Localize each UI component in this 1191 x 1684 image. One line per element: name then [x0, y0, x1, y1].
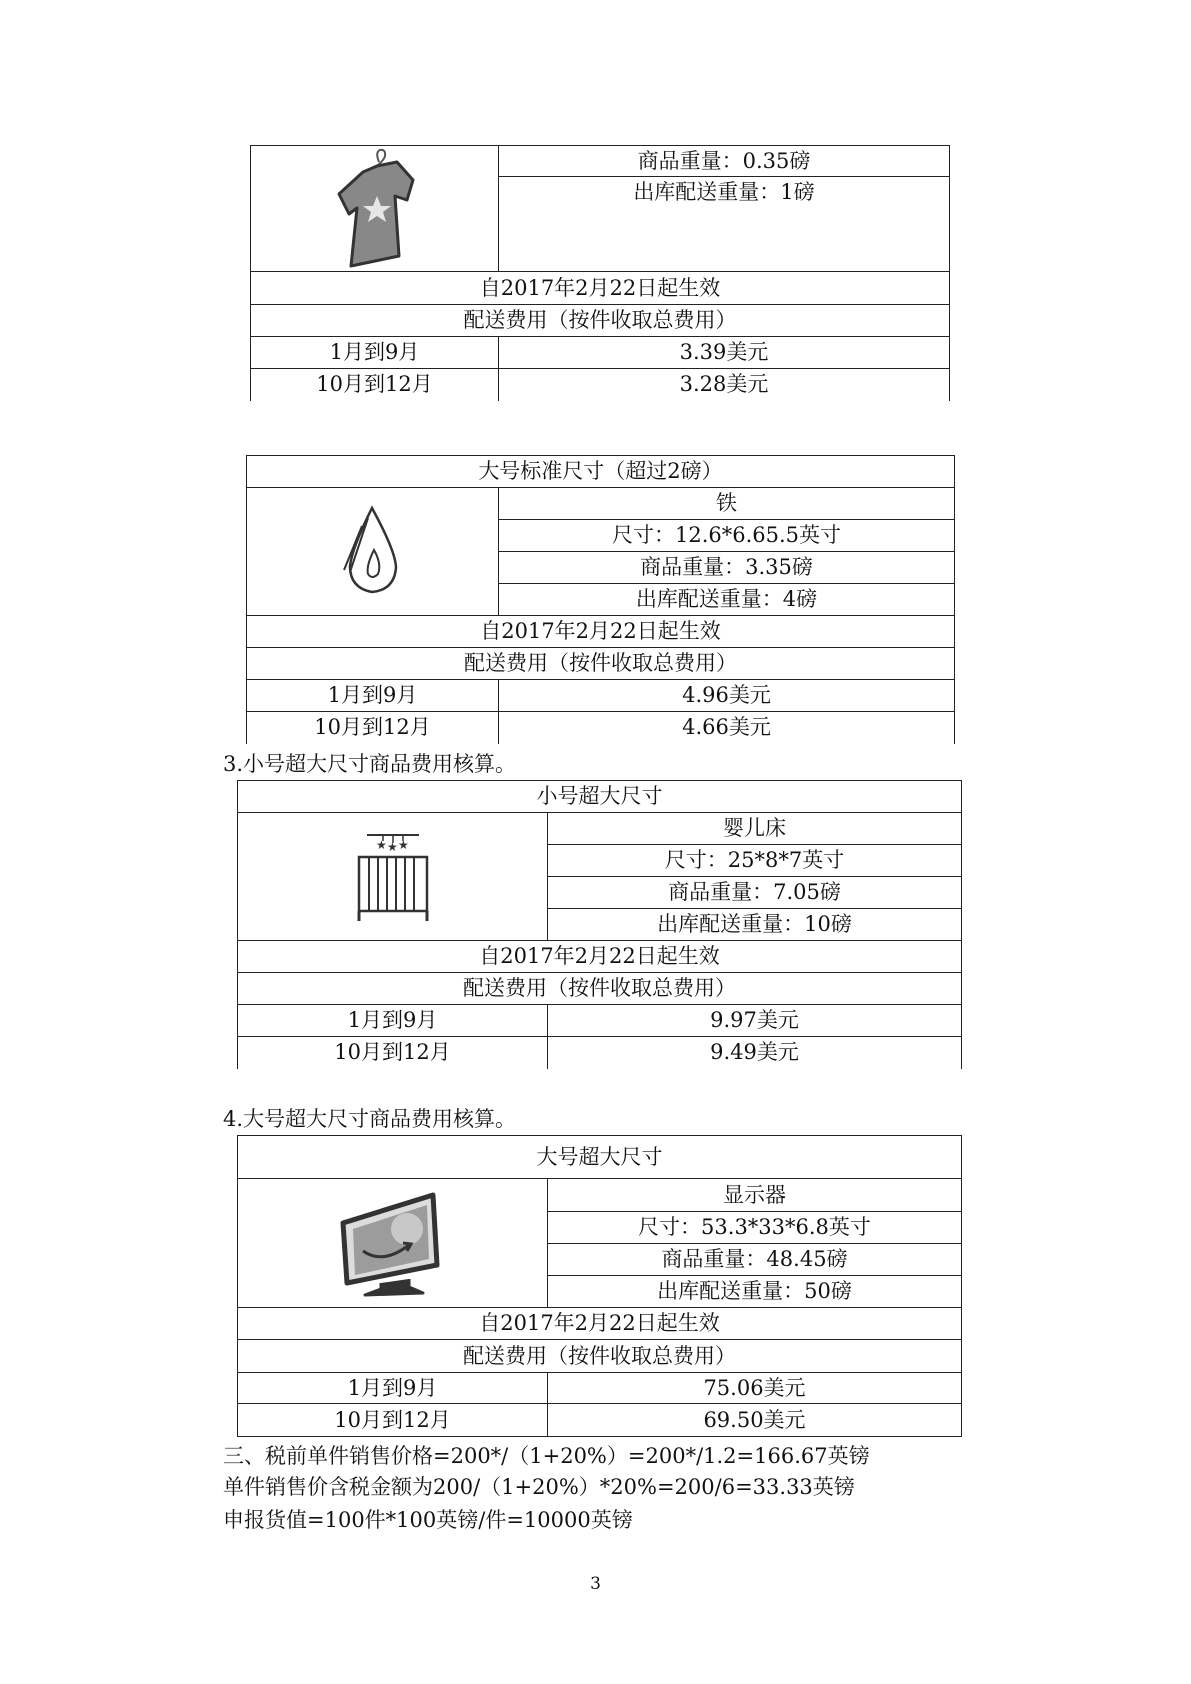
tshirt-fee-header: 配送费用（按件收取总费用） — [251, 305, 950, 337]
monitor-spec-0: 显示器 — [548, 1179, 962, 1212]
iron-spec-1: 尺寸：12.6*6.65.5英寸 — [499, 520, 955, 552]
crib-spec-3: 出库配送重量：10磅 — [548, 909, 962, 941]
tshirt-period-0: 1月到9月 — [251, 337, 499, 369]
crib-period-0: 1月到9月 — [238, 1005, 548, 1037]
calc-line-2: 单件销售价含税金额为200/（1+20%）*20%=200/6=33.33英镑 — [223, 1475, 855, 1499]
iron-table-title: 大号标准尺寸（超过2磅） — [247, 456, 955, 488]
crib-icon — [345, 829, 441, 925]
monitor-table-title: 大号超大尺寸 — [238, 1136, 962, 1179]
crib-spec-2: 商品重量：7.05磅 — [548, 877, 962, 909]
iron-fee-0: 4.96美元 — [499, 680, 955, 712]
iron-effective-date: 自2017年2月22日起生效 — [247, 616, 955, 648]
tshirt-image-cell — [251, 146, 499, 272]
crib-image-cell — [238, 813, 548, 941]
tshirt-spec-0: 商品重量：0.35磅 — [499, 146, 950, 177]
crib-effective-date: 自2017年2月22日起生效 — [238, 941, 962, 973]
iron-period-1: 10月到12月 — [247, 712, 499, 744]
crib-table-title: 小号超大尺寸 — [238, 781, 962, 813]
monitor-image-cell — [238, 1179, 548, 1308]
monitor-icon — [337, 1189, 449, 1297]
tshirt-effective-date: 自2017年2月22日起生效 — [251, 272, 950, 305]
iron-spec-0: 铁 — [499, 488, 955, 520]
tshirt-fee-1: 3.28美元 — [499, 369, 950, 401]
monitor-period-1: 10月到12月 — [238, 1404, 548, 1437]
iron-period-0: 1月到9月 — [247, 680, 499, 712]
tshirt-icon — [327, 148, 423, 270]
large-oversize-heading: 4.大号超大尺寸商品费用核算。 — [223, 1107, 517, 1131]
crib-fee-table — [237, 780, 962, 1069]
monitor-fee-header: 配送费用（按件收取总费用） — [238, 1340, 962, 1373]
tshirt-fee-table — [250, 145, 950, 401]
svg-text:★: ★ — [375, 837, 387, 852]
monitor-spec-1: 尺寸：53.3*33*6.8英寸 — [548, 1212, 962, 1244]
iron-fee-1: 4.66美元 — [499, 712, 955, 744]
iron-image-cell — [247, 488, 499, 616]
tshirt-spec-1: 出库配送重量：1磅 — [499, 177, 950, 272]
page-number: 3 — [590, 1574, 601, 1594]
crib-fee-0: 9.97美元 — [548, 1005, 962, 1037]
crib-spec-0: 婴儿床 — [548, 813, 962, 845]
iron-fee-table — [246, 455, 955, 744]
monitor-effective-date: 自2017年2月22日起生效 — [238, 1308, 962, 1340]
crib-spec-1: 尺寸：25*8*7英寸 — [548, 845, 962, 877]
calc-line-3: 申报货值=100件*100英镑/件=10000英镑 — [223, 1508, 633, 1532]
calc-line-1: 三、税前单件销售价格=200*/（1+20%）=200*/1.2=166.67英镑 — [223, 1444, 870, 1468]
monitor-fee-0: 75.06美元 — [548, 1373, 962, 1404]
crib-fee-header: 配送费用（按件收取总费用） — [238, 973, 962, 1005]
iron-spec-2: 商品重量：3.35磅 — [499, 552, 955, 584]
crib-fee-1: 9.49美元 — [548, 1037, 962, 1069]
monitor-fee-1: 69.50美元 — [548, 1404, 962, 1437]
svg-text:★: ★ — [397, 837, 409, 852]
monitor-fee-table — [237, 1135, 962, 1437]
iron-icon — [338, 504, 408, 600]
tshirt-fee-0: 3.39美元 — [499, 337, 950, 369]
monitor-spec-3: 出库配送重量：50磅 — [548, 1276, 962, 1308]
iron-fee-header: 配送费用（按件收取总费用） — [247, 648, 955, 680]
svg-text:★: ★ — [386, 839, 398, 854]
small-oversize-heading: 3.小号超大尺寸商品费用核算。 — [223, 752, 517, 776]
monitor-period-0: 1月到9月 — [238, 1373, 548, 1404]
monitor-spec-2: 商品重量：48.45磅 — [548, 1244, 962, 1276]
iron-spec-3: 出库配送重量：4磅 — [499, 584, 955, 616]
crib-period-1: 10月到12月 — [238, 1037, 548, 1069]
tshirt-period-1: 10月到12月 — [251, 369, 499, 401]
